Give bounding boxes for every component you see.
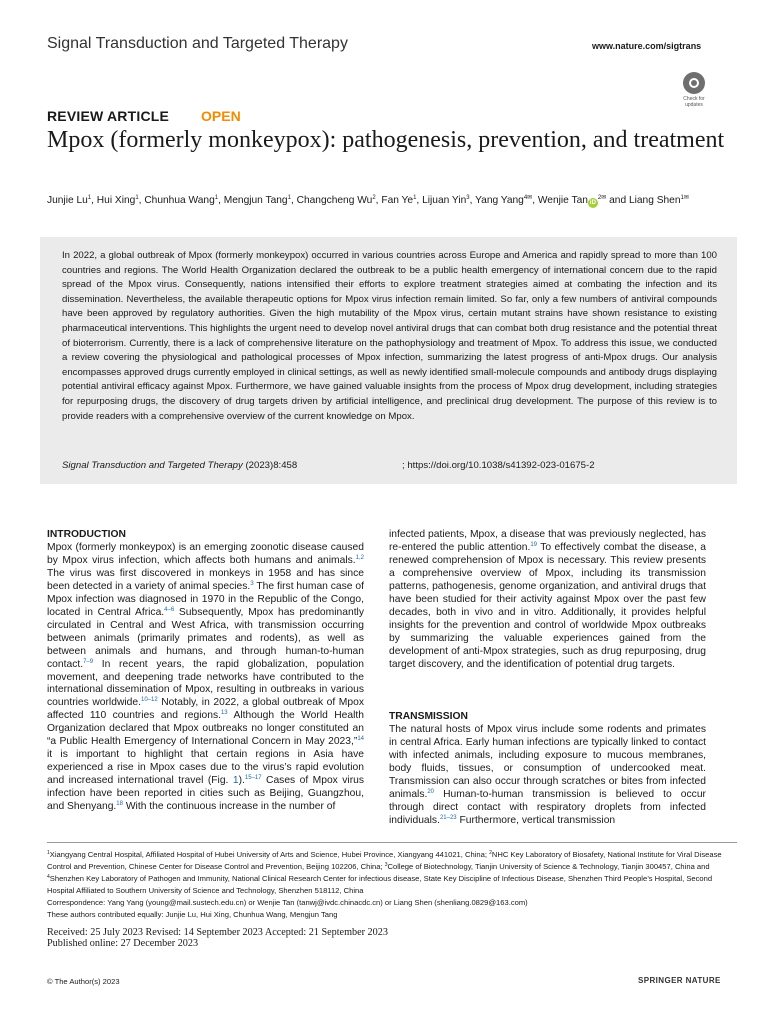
author-name: Changcheng Wu [296, 195, 373, 206]
affiliation-text: Shenzhen Key Laboratory of Pathogen and Immunity, National Clinical Research Center for infectious disease, State Key Discipline of Infectious Disease, Shenzhen Third People’s Hospital, Second Hospital Affiliated to Southern University of Science and Technology, Shenzhen 518112, China [47, 873, 713, 895]
publisher-logo: SPRINGER NATURE [638, 976, 721, 985]
footnote-divider [47, 842, 737, 843]
abstract-text: In 2022, a global outbreak of Mpox (formerly monkeypox) occurred in various countries across Europe and America and rapidly spread to more than 100 countries and regions. The World Health Organization declared the outbreak to be a public health emergency of international concern due to the rapid spread of the Mpox virus. Consequently, nations intensified their efforts to explore treatment strategies aimed at combating the infection and its dissemination. Nevertheless, the available therapeutic options for Mpox virus infection remain limited. So far, only a few numbers of antiviral compounds have been approved by regulatory authorities. Given the high mutability of the Mpox virus, certain mutant strains have shown resistance to existing pharmaceutical interventions. This highlights the urgent need to develop novel antiviral drugs that can combat both drug resistance and the potential threat of bioterrorism. Currently, there is a lack of comprehensive literature on the pathophysiology and treatment of Mpox. To address this issue, we conducted a review covering the physiological and pathological processes of Mpox infection, summarizing the latest progress of anti-Mpox drugs. Our analysis encompasses approved drugs currently employed in clinical settings, as well as newly identified small-molecule compounds and antibody drugs displaying potential antiviral efficacy against Mpox. Furthermore, we have gained valuable insights from the process of Mpox drug development, including strategies for repurposing drugs, the discovery of drug targets driven by artificial intelligence, and preclinical drug development. The purpose of this review is to provide readers with a comprehensive overview of the current knowledge on Mpox. [62, 250, 717, 422]
intro-heading: INTRODUCTION [47, 529, 126, 540]
author-affiliation-marker: 3 [466, 195, 470, 201]
author-name: Junjie Lu [47, 195, 88, 206]
author-affiliation-marker: 2 [372, 195, 376, 201]
citation-journal: Signal Transduction and Targeted Therapy [62, 460, 243, 471]
author-affiliation-marker: 1 [287, 195, 291, 201]
crossmark-label-line2: updates [685, 102, 703, 108]
crossmark-label-line1: Check for [683, 96, 705, 102]
reference-link[interactable]: 18 [116, 801, 123, 808]
citation-volume: (2023)8:458 [245, 460, 298, 471]
reference-link[interactable]: 14 [357, 736, 364, 743]
reference-link[interactable]: 15–17 [244, 775, 262, 782]
check-for-updates-badge[interactable] [677, 72, 711, 106]
author-affiliation-marker: 1✉ [680, 195, 689, 201]
author-name: Lijuan Yin [422, 195, 467, 206]
affiliation-list [47, 849, 737, 897]
article-type: REVIEW ARTICLE [47, 108, 170, 124]
doi-link[interactable]: ; https://doi.org/10.1038/s41392-023-01675-2 [402, 460, 595, 471]
journal-website-link[interactable]: www.nature.com/sigtrans [592, 41, 702, 51]
author-name: Yang Yang [475, 195, 524, 206]
reference-link[interactable]: 19 [530, 541, 538, 548]
author-affiliation-marker: 1 [87, 195, 92, 201]
affiliation-number: 2 [489, 850, 492, 856]
article-dates [47, 927, 388, 949]
author-affiliation-marker: 4✉ [523, 195, 533, 201]
orcid-icon[interactable]: iD [589, 200, 596, 206]
journal-name: Signal Transduction and Targeted Therapy [47, 35, 348, 52]
crossmark-icon [683, 72, 705, 94]
reference-link[interactable]: 21–23 [439, 814, 457, 821]
intro-continued-paragraph: infected patients, Mpox, a disease that was previously neglected, has re-entered the public attention.$^{19}$ To effectively combat the disease, a renewed comprehension of Mpox is necessary. This review presents a comprehensive overview of Mpox, including its transmission patterns, pathogenesis, genome organization, and antiviral drugs that have been studied for their activity against Mpox over the past few decades, both in vivo and in vitro. Additionally, it provides helpful insights for the prevention and control of worldwide Mpox outbreaks by summarizing the valuable experiences gained from the development of anti-Mpox strategies, such as drug repurposing, drug target discovery, and the identification of potential drug targets. [389, 529, 706, 670]
published-online: Published online: 27 December 2023 [47, 938, 199, 949]
reference-link[interactable]: 13 [220, 710, 228, 717]
affiliations-block [47, 849, 737, 920]
author-name: Chunhua Wang [144, 195, 215, 206]
reference-link[interactable]: 7–9 [83, 658, 94, 665]
transmission-heading: TRANSMISSION [389, 711, 468, 722]
affiliation-text: Xiangyang Central Hospital, Affiliated Hospital of Hubei University of Arts and Science, Hubei Province, Xiangyang 441021, China; [49, 850, 490, 859]
figure-link[interactable]: 1 [232, 775, 239, 787]
affiliation-text: College of Biotechnology, Tianjin University of Science & Technology, Tianjin 300457, China and [387, 861, 710, 871]
reference-link[interactable]: 3 [250, 580, 254, 587]
author-name: Hui Xing [96, 195, 136, 206]
reference-link[interactable]: 20 [427, 788, 435, 795]
affiliation-number: 1 [47, 850, 50, 856]
received-revised-accepted: Received: 25 July 2023 Revised: 14 September 2023 Accepted: 21 September 2023 [47, 927, 388, 938]
author-name: Wenjie Tan [537, 195, 588, 206]
citation-line [62, 460, 297, 471]
reference-link[interactable]: 10–12 [140, 697, 158, 704]
author-affiliation-marker: 1 [413, 195, 417, 201]
author-name: Liang Shen [628, 195, 681, 206]
author-name: Mengjun Tang [223, 195, 288, 206]
author-name: Fan Ye [381, 195, 414, 206]
copyright-notice: © The Author(s) 2023 [47, 977, 120, 986]
author-affiliation-marker: 1 [135, 195, 139, 201]
transmission-paragraph: The natural hosts of Mpox virus include some rodents and primates in central Africa. Early human infections are typically linked to contact with infected animals, including exposure to mucous membranes, body fluids, tissues, or consumption of undercooked meat. Transmission can also occur through scratches or bites from infected animals.$^{20}$ Human-to-human transmission is believed to occur through direct contact with respiratory droplets from infected individuals.$^{21-23}$ Furthermore, vertical transmission [389, 724, 706, 826]
intro-paragraph: Mpox (formerly monkeypox) is an emerging zoonotic disease caused by Mpox virus infection, which affects both humans and animals.$^{1,2}$ The virus was first discovered in monkeys in 1958 and has since been detected in a variety of animal species.$^3$ The first human case of Mpox infection was diagnosed in 1970 in the Republic of the Congo, located in Central Africa.$^{4-6}$ Subsequently, Mpox has predominantly circulated in Central and West Africa, with transmission occurring between animals (primarily primates and rodents), as well as between animals and humans, and through human-to-human contact.$^{7-9}$ In recent years, the rapid globalization, population movement, and deepening trade networks have contributed to the international dissemination of Mpox, resulting in outbreaks in various countries worldwide.$^{10-12}$ Notably, in 2022, a global outbreak of Mpox affected 110 countries and regions.$^{13}$ Although the World Health Organization declared that Mpox outbreaks no longer constituted an “a Public Health Emergency of International Concern in May 2023,”$^{14}$ it is important to highlight that certain regions in Asia have experienced a rise in Mpox cases due to the virus’s rapid evolution and increased international travel (Fig. 1).$^{15-17}$ Cases of Mpox virus infection have been reported in cities such as Beijing, Guangzhou, and Shenyang.$^{18}$ With the continuous increase in the number of [47, 542, 364, 813]
affiliation-number: 3 [384, 861, 388, 868]
reference-link[interactable]: 1,2 [355, 554, 364, 561]
crossmark-label [677, 96, 711, 108]
author-affiliation-marker: 1 [214, 195, 219, 201]
affiliation-text: NHC Key Laboratory of Biosafety, National Institute for Viral Disease Control and Prevention, Chinese Center for Disease Control and Prevention, Beijing 102206, China; [47, 850, 722, 871]
open-access-label: OPEN [201, 108, 241, 124]
reference-link[interactable]: 4–6 [164, 606, 175, 613]
author-affiliation-marker: 2✉ [597, 195, 607, 201]
equal-contribution-note: These authors contributed equally: Junjie Lu, Hui Xing, Chunhua Wang, Mengjun Tang [47, 909, 338, 919]
article-title: Mpox (formerly monkeypox): pathogenesis, prevention, and treatment [47, 127, 725, 153]
correspondence: Correspondence: Yang Yang (young@mail.sustech.edu.cn) or Wenjie Tan (tanwj@ivdc.chinacdc.cn) or Liang Shen (shenliang.0829@163.com) [47, 897, 528, 907]
author-list: Junjie Lu$^1$, Hui Xing$^1$, Chunhua Wang$^1$, Mengjun Tang$^1$, Changcheng Wu$^2$, Fan Ye$^1$, Lijuan Yin$^3$, Yang Yang$^{4✉}$, Wenjie Tan $iD^{2✉}$ and Liang Shen$^{1✉}$ [47, 195, 689, 206]
affiliation-number: 4 [47, 873, 50, 880]
